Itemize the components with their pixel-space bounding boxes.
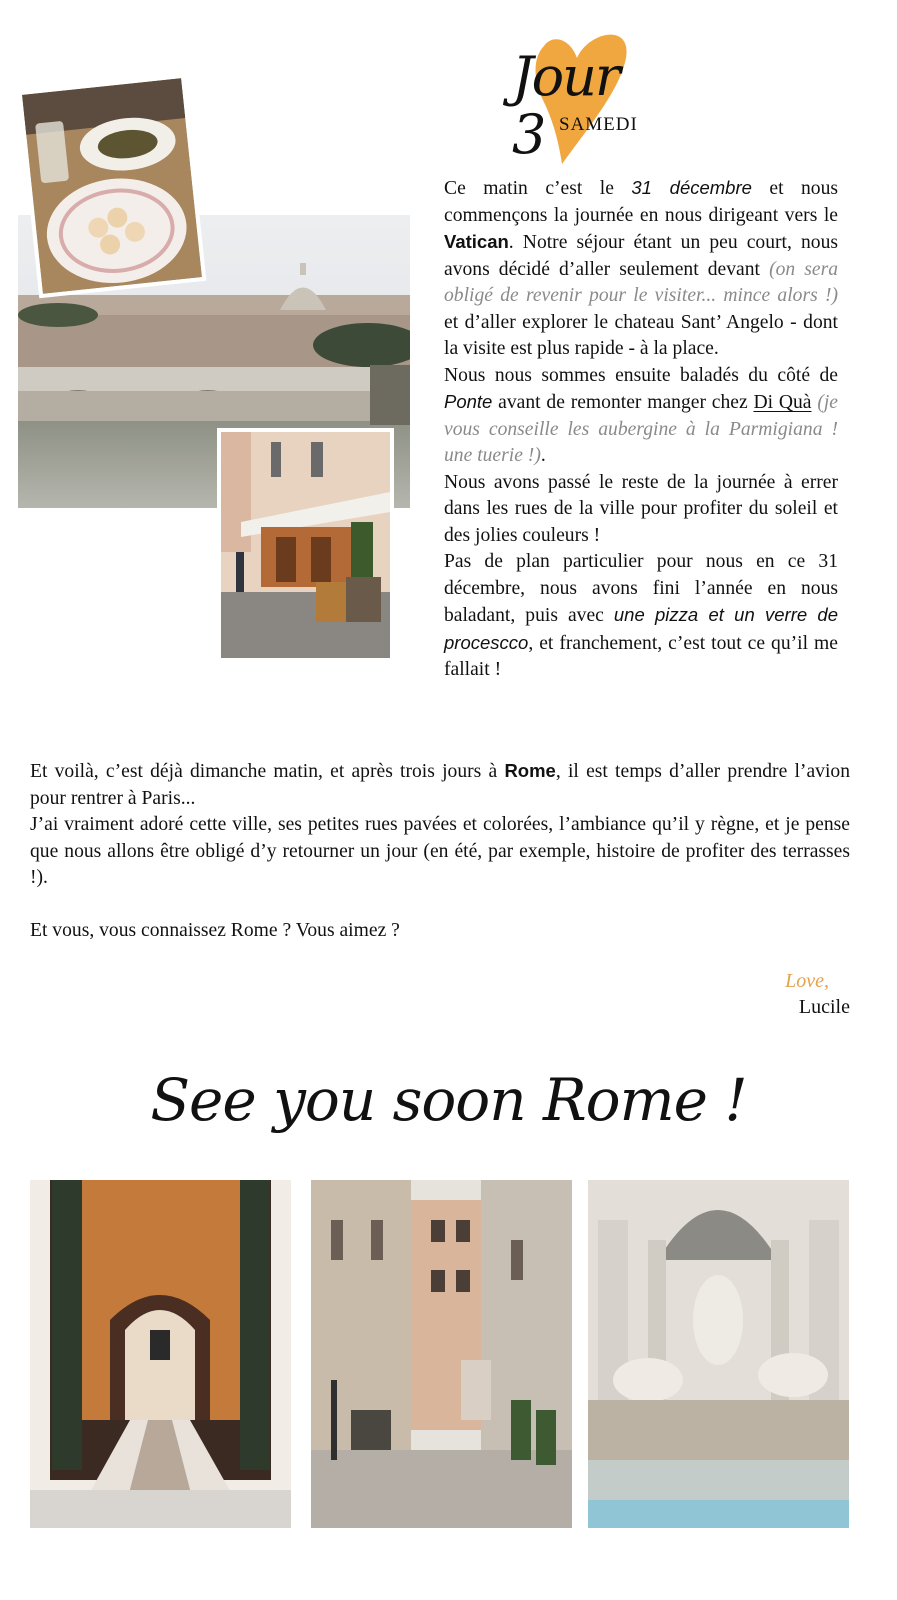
narrow-street-photo [311,1180,572,1528]
paragraph-departure: Et voilà, c’est déjà dimanche matin, et après trois jours à Rome, il est temps d’aller prendre l’avion pour rentrer à Paris... [30,760,850,809]
day-name: SAMEDI [559,114,638,135]
restaurant-link[interactable]: Di Quà [753,392,812,413]
day-heading [512,28,662,168]
trevi-fountain-photo [588,1180,849,1528]
paragraph-streets: Nous avons passé le reste de la journée à errer dans les rues de la ville pour profiter du soleil et des jolies couleurs ! [444,471,838,546]
paragraph-ponte: Nous nous sommes ensuite baladés du côté de Ponte avant de remonter manger chez Di Quà (je vous conseille les aubergine à la Parmigiana ! une tuerie !). [444,364,838,466]
paragraph-loved-city: J’ai vraiment adoré cette ville, ses petites rues pavées et colorées, l’ambiance qu’il y règne, et je pense que nous allons être obligé d’y retourner un jour (en été, par exemple, histoire de profiter des terrasses !). [30,814,850,888]
paragraph-vatican: Ce matin c’est le 31 décembre et nous commençons la journée en nous dirigeant vers le Vatican. Notre séjour étant un peu court, nous avons décidé d’aller seulement devant (on sera obligé de revenir pour le visiter... mince alors !) et d’aller explorer le chateau Sant’ Angelo - dont la visite est plus rapide - à la place. [444,177,839,359]
closing-text [30,758,850,944]
signature: Lucile [798,996,850,1018]
day-title: Jour 3 [512,45,619,166]
pasta-plate-photo [22,78,202,294]
restaurant-terrace-photo [221,432,390,658]
see-you-soon-banner: See you soon Rome ! [150,1066,747,1134]
paragraph-new-year: Pas de plan particulier pour nous en ce 31 décembre, nous avons fini l’année en nous baladant, puis avec une pizza et un verre de procescco, et franchement, c’est tout ce qu’il me fallait ! [444,551,838,680]
paragraph-question: Et vous, vous connaissez Rome ? Vous aimez ? [30,919,400,941]
love-signoff: Love, [785,970,829,992]
archway-photo [30,1180,291,1528]
day3-story [444,175,838,684]
